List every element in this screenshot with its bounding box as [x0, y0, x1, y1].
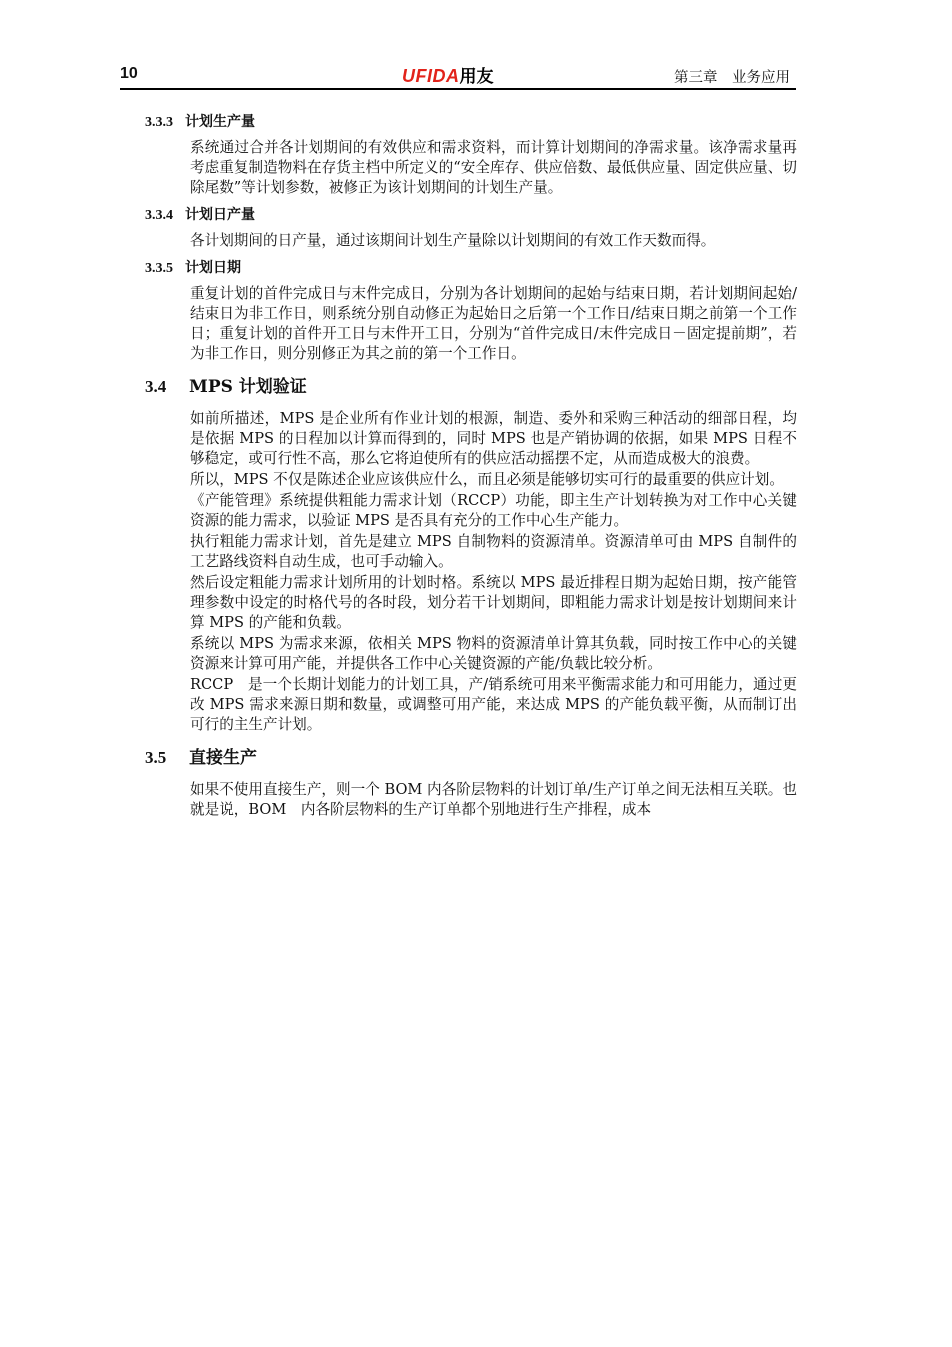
section-title: 直接生产: [189, 748, 257, 768]
chapter-title: 第三章 业务应用: [674, 70, 790, 86]
section-heading-3-3-5: [145, 258, 797, 278]
paragraph: RCCP 是一个长期计划能力的计划工具，产/销系统可用来平衡需求能力和可用能力，通过更改 MPS 需求来源日期和数量，或调整可用产能，来达成 MPS 的产能负载平衡，从而制订出可行的主生产计划。: [190, 676, 797, 733]
section-heading-3-3-4: [145, 205, 797, 225]
paragraph: 如果不使用直接生产，则一个 BOM 内各阶层物料的计划订单/生产订单之间无法相互关联。也就是说，BOM 内各阶层物料的生产订单都个别地进行生产排程，成本: [190, 781, 797, 818]
section-title: MPS 计划验证: [189, 377, 307, 397]
document-body: [145, 112, 797, 821]
paragraph: 执行粗能力需求计划，首先是建立 MPS 自制物料的资源清单。资源清单可由 MPS 自制件的工艺路线资料自动生成，也可手动输入。: [190, 533, 797, 570]
paragraph: 各计划期间的日产量，通过该期间计划生产量除以计划期间的有效工作天数而得。: [190, 232, 716, 249]
section-title: 计划日期: [185, 260, 241, 276]
page-header: [120, 62, 796, 90]
section-title: 计划日产量: [185, 207, 255, 223]
section-number: 3.5: [145, 748, 167, 767]
paragraph: 重复计划的首件完成日与末件完成日，分别为各计划期间的起始与结束日期，若计划期间起始/结束日为非工作日，则系统分别自动修正为起始日之后第一个工作日/结束日期之前第一个工作日；重复计划的首件开工日与末件开工日，分别为“首件完成日/末件完成日－固定提前期”，若为非工作日，则分别修正为其之前的第一个工作日。: [190, 285, 797, 362]
section-heading-3-5: [145, 746, 797, 770]
page-number: 10: [120, 65, 138, 82]
section-number: 3.4: [145, 377, 167, 396]
section-number: 3.3.3: [145, 115, 173, 130]
paragraph: 然后设定粗能力需求计划所用的计划时格。系统以 MPS 最近排程日期为起始日期，按产能管理参数中设定的时格代号的各时段，划分若干计划期间，即粗能力需求计划是按计划期间来计算 MPS 的产能和负载。: [190, 574, 797, 631]
paragraph: 如前所描述，MPS 是企业所有作业计划的根源，制造、委外和采购三种活动的细部日程，均是依据 MPS 的日程加以计算而得到的，同时 MPS 也是产销协调的依据，如果 MPS 日程不够稳定，或可行性不高，那么它将迫使所有的供应活动摇摆不定，从而造成极大的浪费。: [190, 410, 797, 467]
paragraph: 系统以 MPS 为需求来源，依相关 MPS 物料的资源清单计算其负载，同时按工作中心的关键资源来计算可用产能，并提供各工作中心关键资源的产能/负载比较分析。: [190, 635, 797, 672]
paragraph: 《产能管理》系统提供粗能力需求计划（RCCP）功能，即主生产计划转换为对工作中心关键资源的能力需求，以验证 MPS 是否具有充分的工作中心生产能力。: [190, 492, 797, 529]
section-heading-3-4: [145, 375, 797, 399]
ufida-logo: [402, 62, 494, 87]
paragraph: 系统通过合并各计划期间的有效供应和需求资料，而计算计划期间的净需求量。该净需求量再考虑重复制造物料在存货主档中所定义的“安全库存、供应倍数、最低供应量、固定供应量、切除尾数”等计划参数，被修正为该计划期间的计划生产量。: [190, 139, 797, 196]
section-number: 3.3.5: [145, 261, 173, 276]
section-heading-3-3-3: [145, 112, 797, 132]
logo-brand-cn: 用友: [459, 67, 494, 86]
paragraph: 所以，MPS 不仅是陈述企业应该供应什么，而且必须是能够切实可行的最重要的供应计划。: [190, 471, 784, 488]
section-title: 计划生产量: [185, 114, 255, 130]
section-number: 3.3.4: [145, 208, 173, 223]
logo-brand-text: UFIDA: [402, 66, 460, 86]
